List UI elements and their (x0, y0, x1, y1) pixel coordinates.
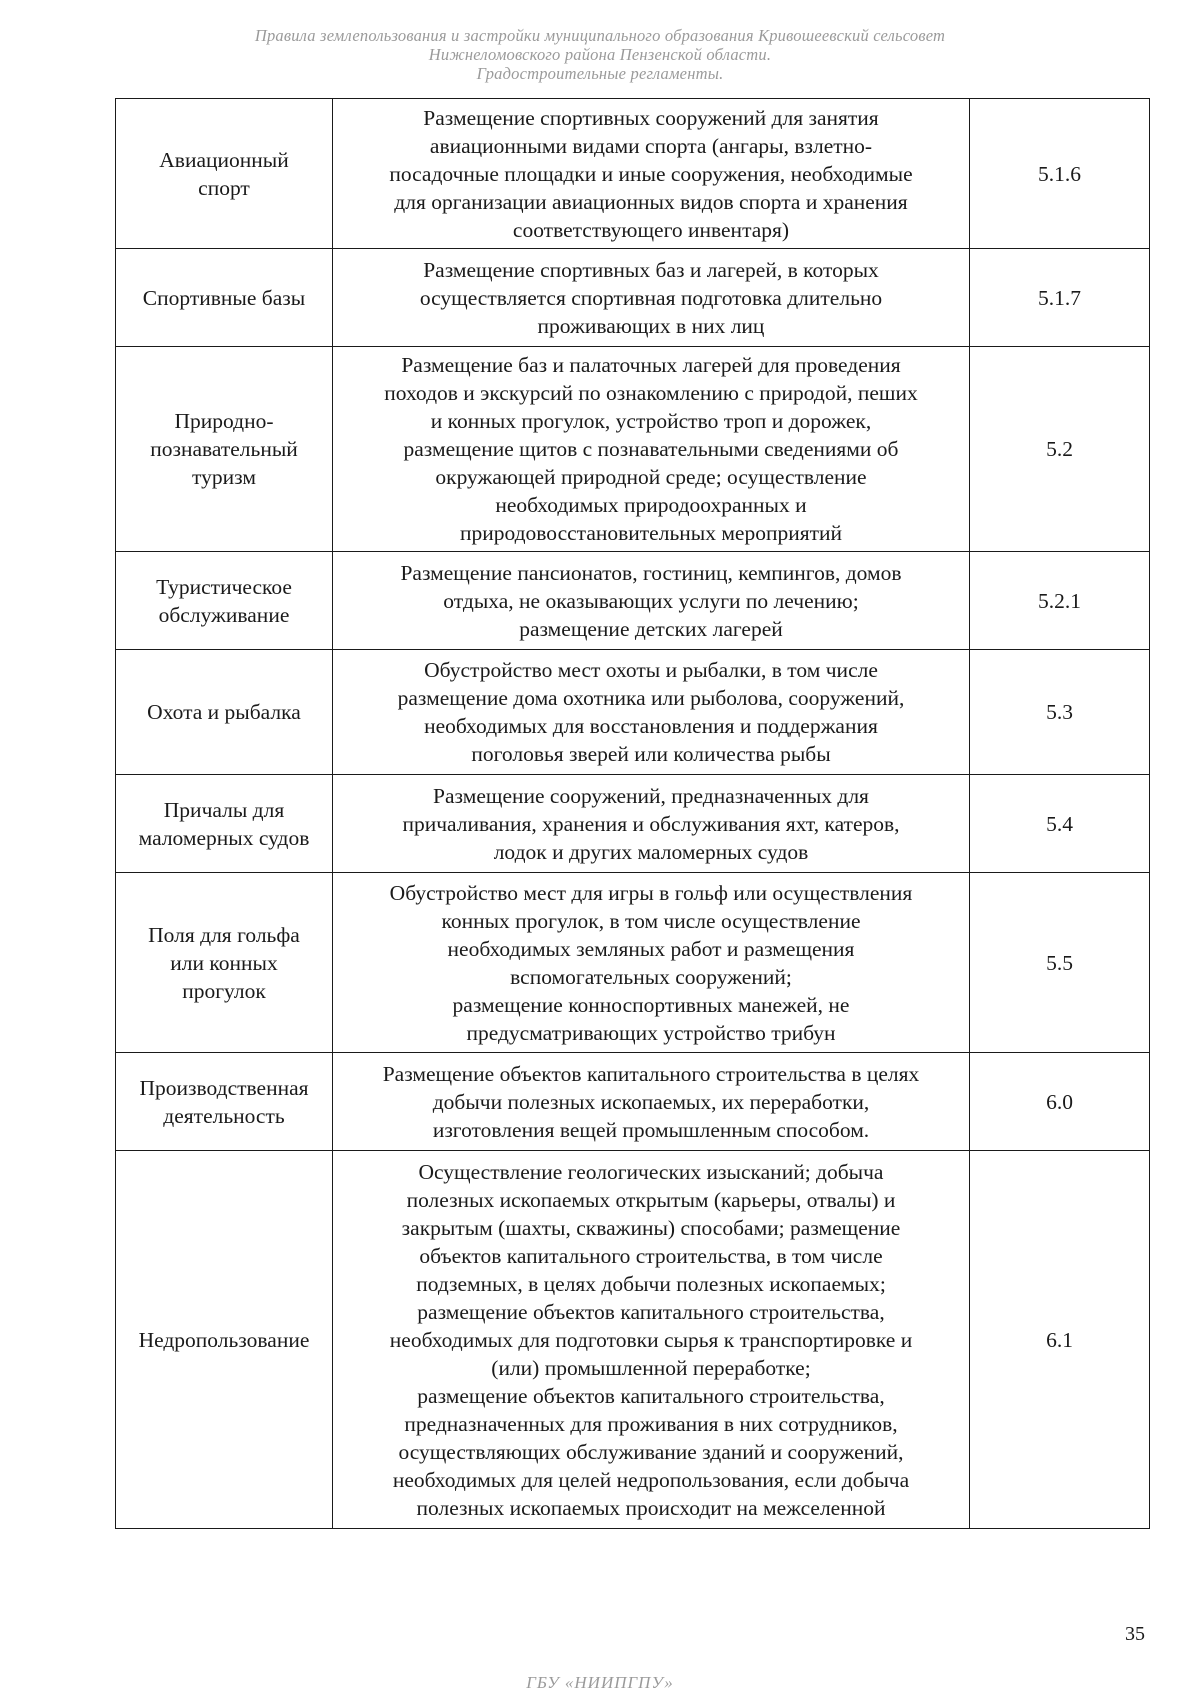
use-name-cell: Спортивные базы (116, 249, 333, 347)
table-row (116, 873, 1150, 1053)
use-name-cell: Охота и рыбалка (116, 650, 333, 775)
use-name-cell: Природно- познавательный туризм (116, 347, 333, 552)
use-name-cell: Недропользование (116, 1151, 333, 1529)
use-description-cell: Обустройство мест для игры в гольф или осуществления конных прогулок, в том числе осуществление необходимых земляных работ и размещения вспомогательных сооружений; размещение конноспортивных манежей, не предусматривающих устройство трибун (333, 873, 970, 1053)
document-header (140, 26, 1060, 83)
use-code-cell: 5.4 (970, 775, 1150, 873)
use-code-cell: 6.1 (970, 1151, 1150, 1529)
use-name-cell: Туристическое обслуживание (116, 552, 333, 650)
table-row (116, 650, 1150, 775)
use-code-cell: 6.0 (970, 1053, 1150, 1151)
header-line-2: Нижнеломовского района Пензенской области. (428, 45, 772, 64)
use-code-cell: 5.1.7 (970, 249, 1150, 347)
use-name-cell: Причалы для маломерных судов (116, 775, 333, 873)
use-code-cell: 5.5 (970, 873, 1150, 1053)
use-description-cell: Размещение баз и палаточных лагерей для проведения походов и экскурсий по ознакомлению с природой, пеших и конных прогулок, устройство троп и дорожек, размещение щитов с познавательными сведениями об окружающей природной среде; осуществление необходимых природоохранных и природовосстановительных мероприятий (333, 347, 970, 552)
land-use-table (115, 98, 1150, 1529)
table-row (116, 775, 1150, 873)
use-code-cell: 5.3 (970, 650, 1150, 775)
use-description-cell: Обустройство мест охоты и рыбалки, в том числе размещение дома охотника или рыболова, сооружений, необходимых для восстановления и поддержания поголовья зверей или количества рыбы (333, 650, 970, 775)
use-description-cell: Осуществление геологических изысканий; добыча полезных ископаемых открытым (карьеры, отвалы) и закрытым (шахты, скважины) способами; размещение объектов капитального строительства, в том числе подземных, в целях добычи полезных ископаемых; размещение объектов капитального строительства, необходимых для подготовки сырья к транспортировке и (или) промышленной переработке; размещение объектов капитального строительства, предназначенных для проживания в них сотрудников, осуществляющих обслуживание зданий и сооружений, необходимых для целей недропользования, если добыча полезных ископаемых происходит на межселенной (333, 1151, 970, 1529)
use-code-cell: 5.2 (970, 347, 1150, 552)
table-row (116, 347, 1150, 552)
use-description-cell: Размещение объектов капитального строительства в целях добычи полезных ископаемых, их переработки, изготовления вещей промышленным способом. (333, 1053, 970, 1151)
page-number: 35 (1125, 1623, 1145, 1645)
table-row (116, 249, 1150, 347)
use-description-cell: Размещение пансионатов, гостиниц, кемпингов, домов отдыха, не оказывающих услуги по лечению; размещение детских лагерей (333, 552, 970, 650)
use-name-cell: Производственная деятельность (116, 1053, 333, 1151)
use-description-cell: Размещение спортивных баз и лагерей, в которых осуществляется спортивная подготовка длительно проживающих в них лиц (333, 249, 970, 347)
table-row (116, 1053, 1150, 1151)
use-code-cell: 5.2.1 (970, 552, 1150, 650)
header-line-1: Правила землепользования и застройки муниципального образования Кривошеевский сельсовет (254, 26, 946, 45)
table-row (116, 1151, 1150, 1529)
table-row (116, 552, 1150, 650)
table-row (116, 99, 1150, 249)
header-line-3: Градостроительные регламенты. (476, 64, 724, 83)
document-footer: ГБУ «НИИПГПУ» (526, 1673, 674, 1692)
use-name-cell: Авиационный спорт (116, 99, 333, 249)
use-description-cell: Размещение сооружений, предназначенных для причаливания, хранения и обслуживания яхт, катеров, лодок и других маломерных судов (333, 775, 970, 873)
use-code-cell: 5.1.6 (970, 99, 1150, 249)
use-description-cell: Размещение спортивных сооружений для занятия авиационными видами спорта (ангары, взлетно- посадочные площадки и иные сооружения, необходимые для организации авиационных видов спорта и хранения соответствующего инвентаря) (333, 99, 970, 249)
use-name-cell: Поля для гольфа или конных прогулок (116, 873, 333, 1053)
